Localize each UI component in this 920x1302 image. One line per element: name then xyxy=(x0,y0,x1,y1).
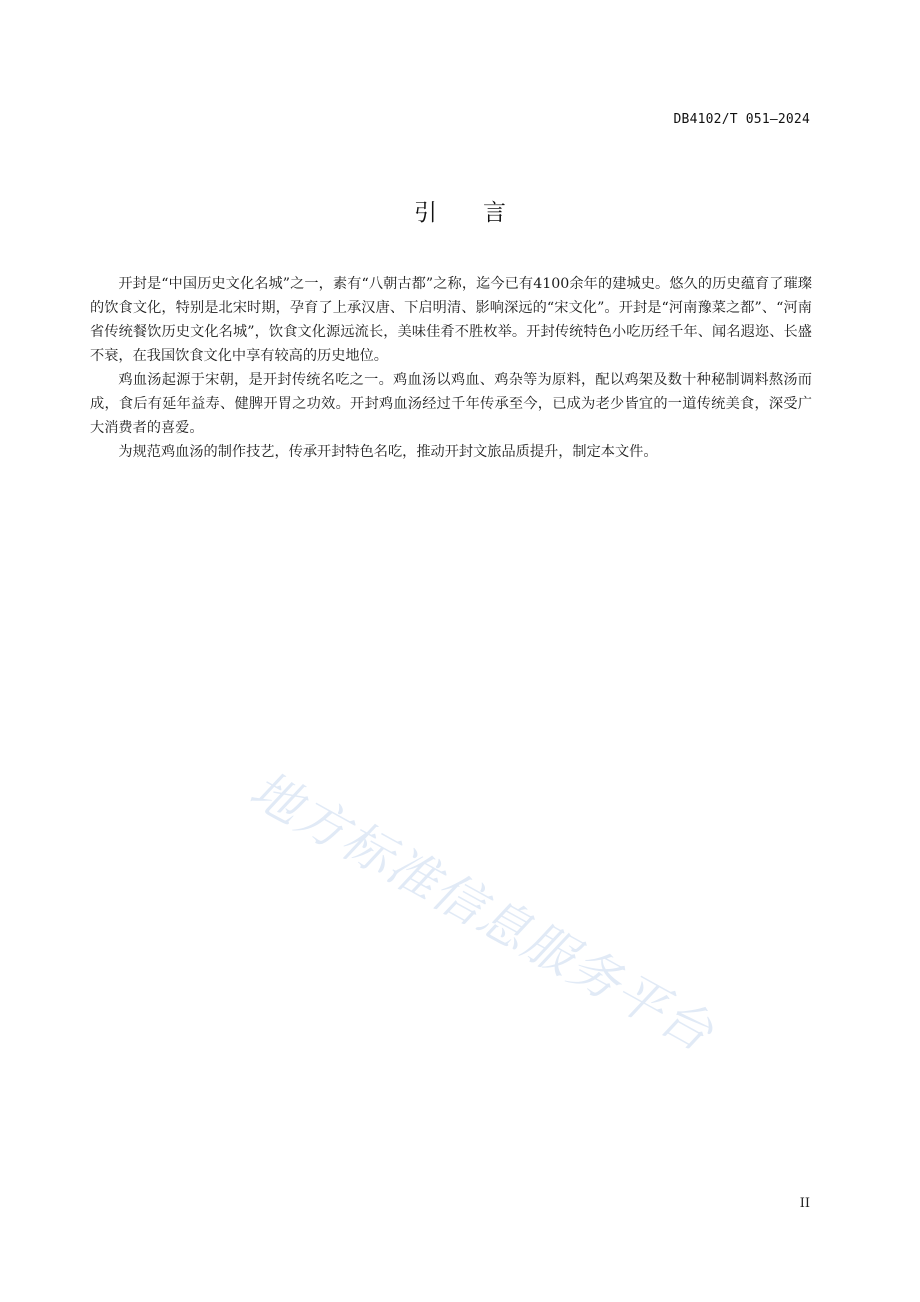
section-title: 引言 xyxy=(414,200,552,226)
paragraph-1: 开封是“中国历史文化名城”之一，素有“八朝古都”之称，迄今已有4100余年的建城史。悠久的历史蕴育了璀璨的饮食文化，特别是北宋时期，孕育了上承汉唐、下启明清、影响深远的“宋文化”。开封是“河南豫菜之都”、“河南省传统餐饮历史文化名城”，饮食文化源远流长，美味佳肴不胜枚举。开封传统特色小吃历经千年、闻名遐迩、长盛不衰，在我国饮食文化中享有较高的历史地位。 xyxy=(90,276,812,364)
introduction-body xyxy=(90,272,812,464)
watermark: 地方标准信息服务平台 xyxy=(240,760,724,1063)
document-code: DB4102/T 051—2024 xyxy=(673,112,810,127)
page-number: II xyxy=(799,1196,810,1211)
paragraph-3: 为规范鸡血汤的制作技艺，传承开封特色名吃，推动开封文旅品质提升，制定本文件。 xyxy=(118,444,658,460)
paragraph-2: 鸡血汤起源于宋朝，是开封传统名吃之一。鸡血汤以鸡血、鸡杂等为原料，配以鸡架及数十种秘制调料熬汤而成，食后有延年益寿、健脾开胃之功效。开封鸡血汤经过千年传承至今，已成为老少皆宜的一道传统美食，深受广大消费者的喜爱。 xyxy=(90,372,812,436)
